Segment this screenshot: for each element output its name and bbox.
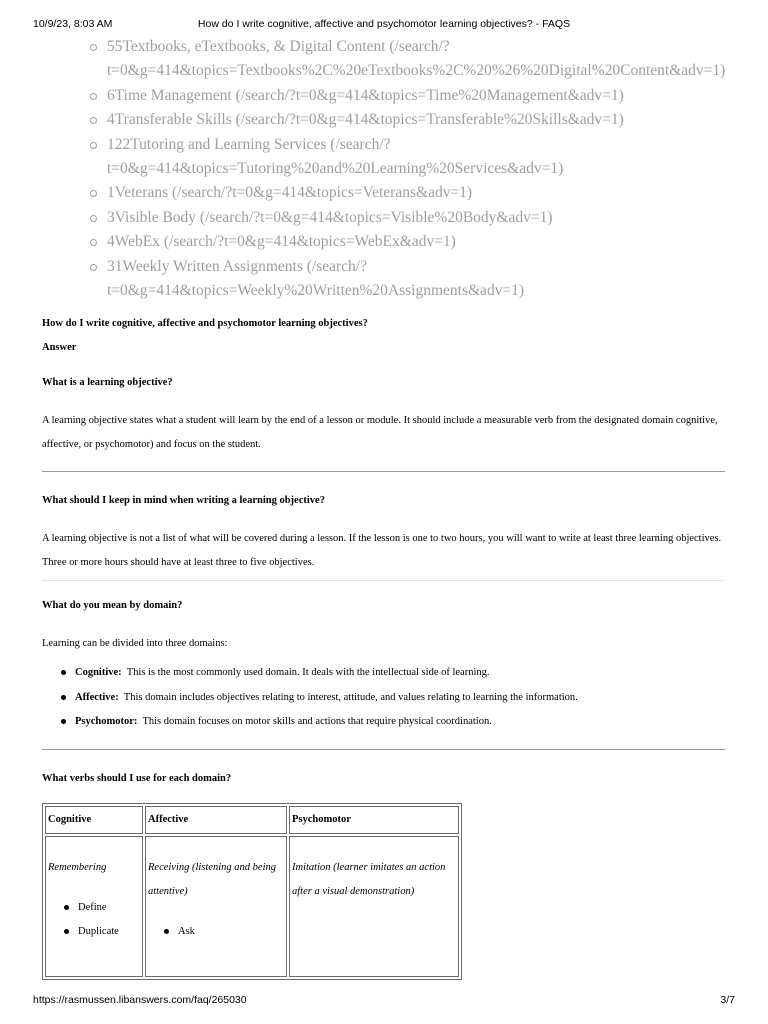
print-footer (33, 994, 735, 1008)
section-heading-verbs: What verbs should I use for each domain? (42, 772, 232, 784)
print-url: https://rasmussen.libanswers.com/faq/265030 (33, 994, 247, 1006)
section-heading-learning-objective: What is a learning objective? (42, 377, 173, 388)
table-row (45, 836, 459, 977)
domain-desc: This domain includes objectives relating to interest, attitude, and values relating to learning the information. (123, 691, 578, 703)
topic-item[interactable] (90, 133, 740, 182)
divider (42, 580, 725, 581)
domain-term: Psychomotor: (75, 716, 138, 727)
section-text-domain-intro: Learning can be divided into three domains: (42, 638, 228, 649)
domain-term: Cognitive: (75, 667, 122, 678)
verb-list (148, 920, 284, 944)
section-text-learning-objective: A learning objective states what a student will learn by the end of a lesson or module. It should include a measurable verb from the designated domain cognitive, affective, or psychomotor) and focus on the student. (42, 415, 718, 450)
topic-item[interactable] (90, 230, 740, 254)
table-header-cognitive: Cognitive (45, 806, 143, 834)
table-cell-affective (145, 836, 287, 977)
table-cell-cognitive (45, 836, 143, 977)
verbs-table (42, 803, 462, 980)
answer-label: Answer (42, 342, 77, 353)
print-page-title: How do I write cognitive, affective and psychomotor learning objectives? - FAQS (197, 18, 571, 30)
print-header (33, 18, 735, 32)
table-header-affective: Affective (145, 806, 287, 834)
topic-link[interactable]: 55Textbooks, eTextbooks, & Digital Content (/search/?t=0&g=414&topics=Textbooks%2C%20eTextbooks%2C%20%26%20Digital%20Content&adv=1) (107, 38, 726, 80)
section-heading-keep-in-mind: What should I keep in mind when writing a learning objective? (42, 495, 325, 506)
verb-list (48, 896, 140, 944)
divider (42, 471, 725, 472)
divider (42, 749, 725, 750)
topic-item[interactable] (90, 255, 740, 304)
list-item (75, 710, 725, 735)
verb-category: Receiving (listening and being attentive) (148, 861, 277, 897)
verb-item: Duplicate (78, 920, 140, 944)
topic-link[interactable]: 1Veterans (/search/?t=0&g=414&topics=Veterans&adv=1) (107, 184, 473, 202)
topic-item[interactable] (90, 108, 740, 132)
verb-category: Remembering (48, 861, 107, 873)
faq-content (42, 312, 725, 980)
topic-link[interactable]: 3Visible Body (/search/?t=0&g=414&topics=Visible%20Body&adv=1) (107, 208, 553, 226)
verb-item: Define (78, 896, 140, 920)
section-heading-domain: What do you mean by domain? (42, 600, 183, 611)
table-header-row (45, 806, 459, 834)
faq-question: How do I write cognitive, affective and psychomotor learning objectives? (42, 318, 368, 329)
domain-term: Affective: (75, 691, 119, 703)
verb-category: Imitation (learner imitates an action after a visual demonstration) (292, 861, 446, 897)
topic-item[interactable] (90, 84, 740, 108)
topic-item[interactable] (90, 35, 740, 84)
topic-link[interactable]: 122Tutoring and Learning Services (/search/?t=0&g=414&topics=Tutoring%20and%20Learning%20Services&adv=1) (107, 135, 564, 178)
topic-link[interactable]: 6Time Management (/search/?t=0&g=414&topics=Time%20Management&adv=1) (107, 86, 624, 104)
topic-item[interactable] (90, 206, 740, 230)
verb-item: Ask (178, 920, 284, 944)
list-item (75, 686, 725, 711)
topic-item[interactable] (90, 181, 740, 205)
domain-list (42, 661, 725, 735)
domain-desc: This is the most commonly used domain. It deals with the intellectual side of learning. (126, 667, 490, 678)
topic-link[interactable]: 31Weekly Written Assignments (/search/?t=0&g=414&topics=Weekly%20Written%20Assignments&adv=1) (107, 257, 525, 300)
topic-list (90, 35, 740, 303)
table-cell-psychomotor (289, 836, 459, 977)
list-item (75, 661, 725, 686)
page-number: 3/7 (720, 994, 735, 1006)
section-text-keep-in-mind: A learning objective is not a list of what will be covered during a lesson. If the lesson is one to two hours, you will want to write at least three learning objectives. Three or more hours should have at least three to five objectives. (42, 533, 722, 568)
print-datetime: 10/9/23, 8:03 AM (33, 18, 113, 30)
topic-link[interactable]: 4WebEx (/search/?t=0&g=414&topics=WebEx&adv=1) (107, 233, 456, 251)
domain-desc: This domain focuses on motor skills and actions that require physical coordination. (142, 716, 492, 727)
table-header-psychomotor: Psychomotor (289, 806, 459, 834)
topic-link[interactable]: 4Transferable Skills (/search/?t=0&g=414&topics=Transferable%20Skills&adv=1) (107, 111, 624, 129)
